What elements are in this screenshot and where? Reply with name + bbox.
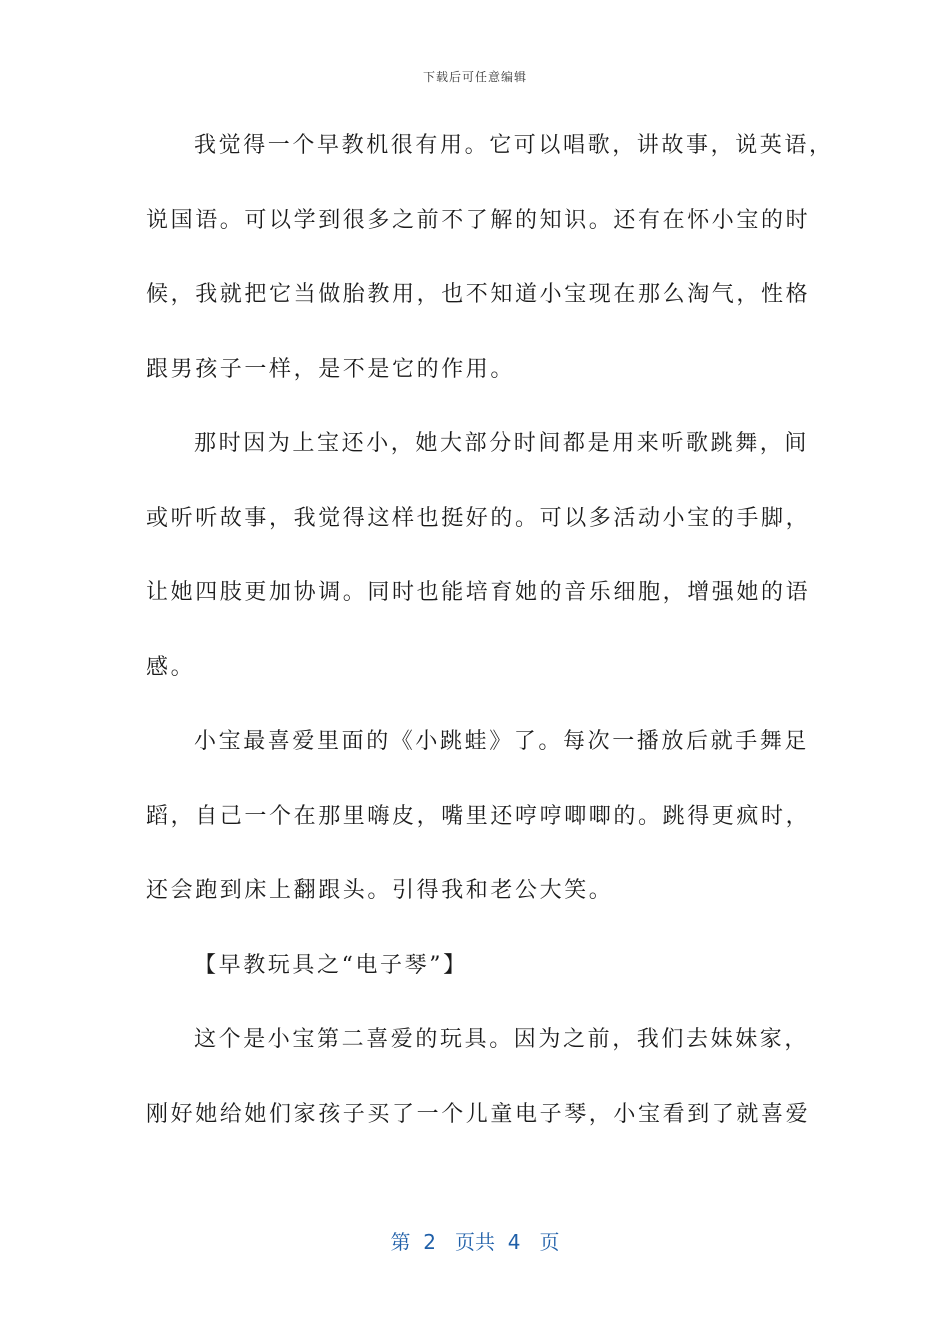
text-line: 那时因为上宝还小，她大部分时间都是用来听歌跳舞，间 [194,431,810,456]
section-heading: 【早教玩具之“电子琴”】 [194,952,468,978]
text-line: 我觉得一个早教机很有用。它可以唱歌，讲故事，说英语， [194,133,834,158]
text-line: 跟男孩子一样，是不是它的作用。 [146,356,516,382]
text-line: 蹈，自己一个在那里嗨皮，嘴里还哼哼唧唧的。跳得更疯时， [146,803,811,829]
text-line: 感。 [146,654,196,680]
text-line: 或听听故事，我觉得这样也挺好的。可以多活动小宝的手脚， [146,505,811,531]
text-line: 小宝最喜爱里面的《小跳蛙》了。每次一播放后就手舞足 [194,729,810,754]
text-line: 候，我就把它当做胎教用，也不知道小宝现在那么淘气，性格 [146,282,811,307]
text-line: 说国语。可以学到很多之前不了解的知识。还有在怀小宝的时 [146,207,811,233]
body-text [146,126,834,1169]
text-line: 还会跑到床上翻跟头。引得我和老公大笑。 [146,878,614,903]
text-line: 这个是小宝第二喜爱的玩具。因为之前，我们去妹妹家， [194,1027,810,1052]
page-number-footer: 第 2 页共 4 页 [390,1230,560,1254]
header-note: 下载后可任意编辑 [422,70,527,84]
text-line: 让她四肢更加协调。同时也能培育她的音乐细胞，增强她的语 [146,580,811,605]
text-line: 刚好她给她们家孩子买了一个儿童电子琴，小宝看到了就喜爱 [146,1101,811,1127]
